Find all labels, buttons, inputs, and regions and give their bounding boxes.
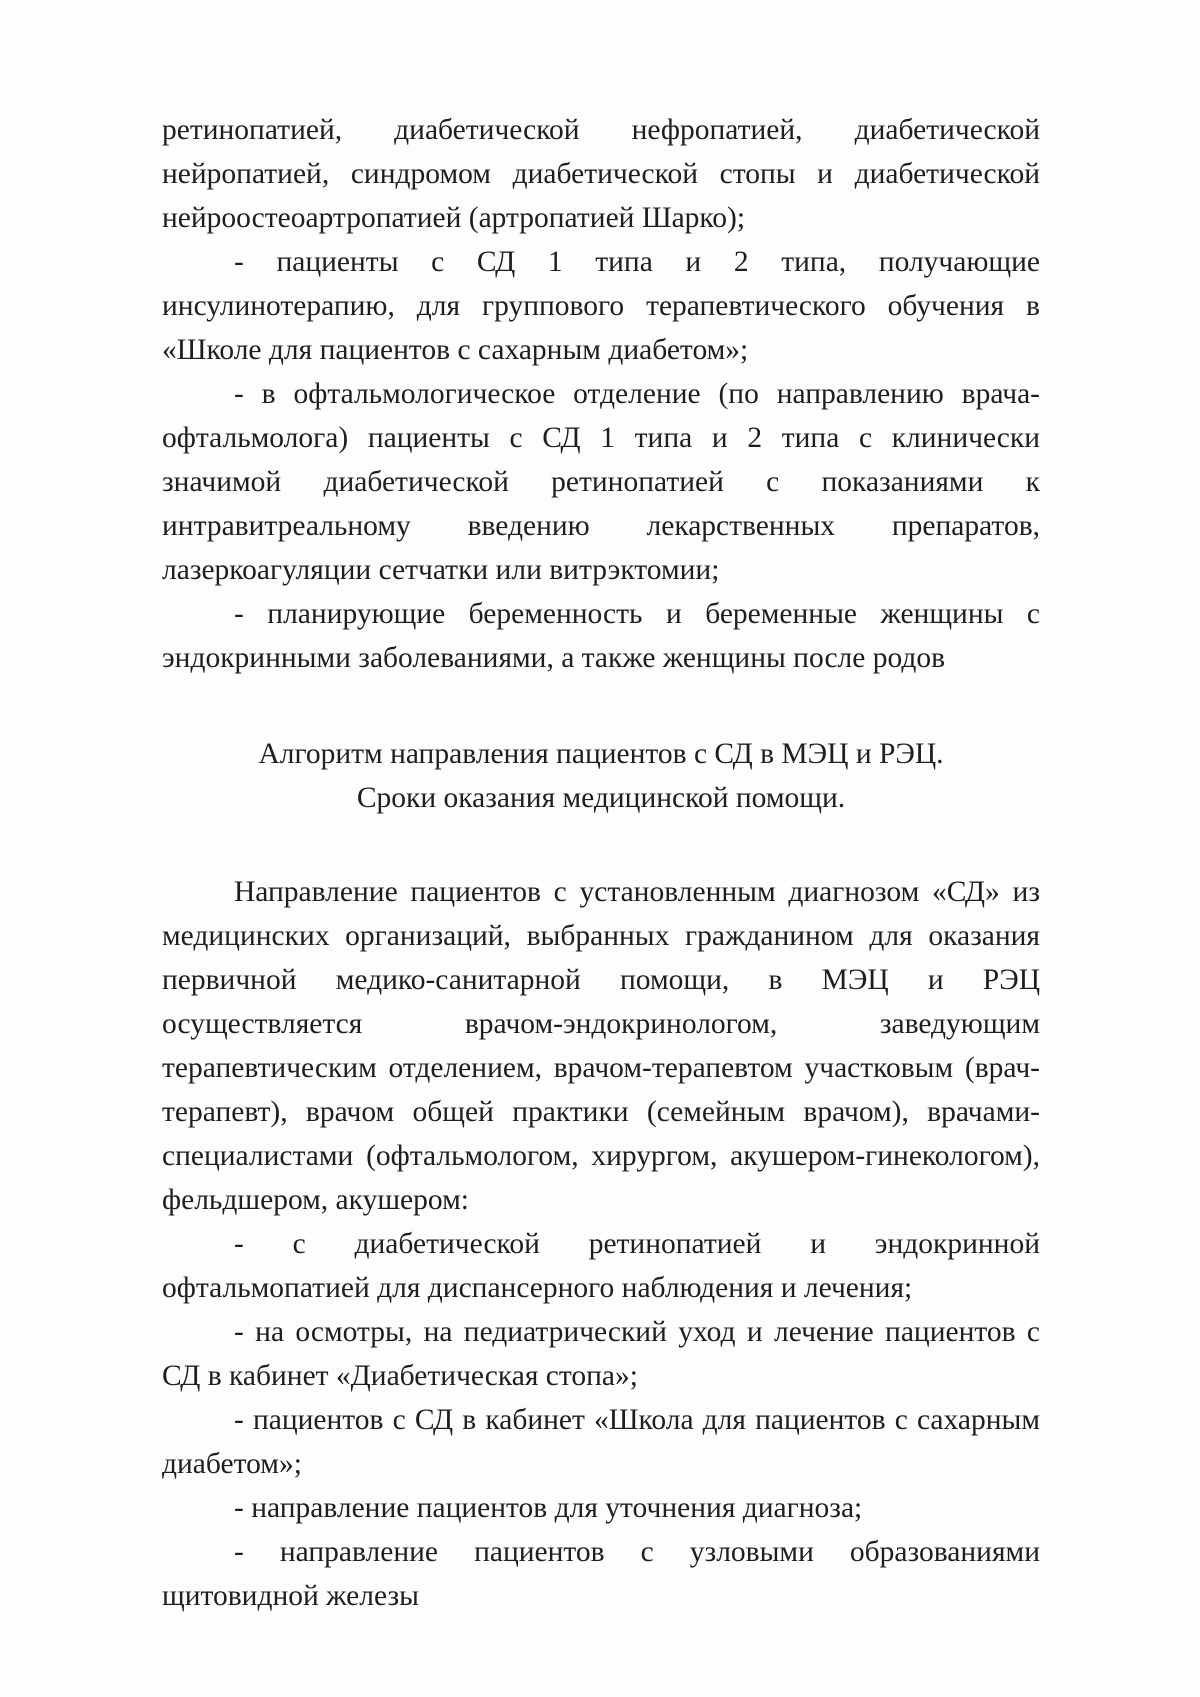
section-heading-line-1: Алгоритм направления пациентов с СД в МЭЦ и РЭЦ. bbox=[258, 738, 944, 770]
body-list-item-retinopathy: - с диабетической ретинопатией и эндокринной офтальмопатией для диспансерного наблюдения и лечения; bbox=[162, 1228, 1040, 1304]
body-paragraph-referral: Направление пациентов с установленным диагнозом «СД» из медицинских организаций, выбранных гражданином для оказания первичной медико-санитарной помощи, в МЭЦ и РЭЦ осуществляется врачом-эндокринологом, заведующим терапевтическим отделением, врачом-терапевтом участковым (врач-терапевт), врачом общей практики (семейным врачом), врачами-специалистами (офтальмологом, хирургом, акушером-гинекологом), фельдшером, акушером: bbox=[162, 876, 1040, 1216]
intro-paragraph-continuation: ретинопатией, диабетической нефропатией, диабетической нейропатией, синдромом диабетической стопы и диабетической нейроостеоартропатией (артропатией Шарко); bbox=[162, 114, 1040, 234]
body-list-item-diabetic-foot: - на осмотры, на педиатрический уход и лечение пациентов с СД в кабинет «Диабетическая стопа»; bbox=[162, 1316, 1040, 1392]
intro-list-item-pregnancy: - планирующие беременность и беременные женщины с эндокринными заболеваниями, а также женщины после родов bbox=[162, 598, 1040, 674]
section-heading-line-2: Сроки оказания медицинской помощи. bbox=[356, 782, 846, 814]
intro-list-item-insulin: - пациенты с СД 1 типа и 2 типа, получающие инсулинотерапию, для группового терапевтического обучения в «Школе для пациентов с сахарным диабетом»; bbox=[162, 246, 1040, 366]
body-list-item-school: - пациентов с СД в кабинет «Школа для пациентов с сахарным диабетом»; bbox=[162, 1404, 1040, 1480]
body-list-item-thyroid: - направление пациентов с узловыми образованиями щитовидной железы bbox=[162, 1536, 1040, 1612]
body-list-item-diagnosis: - направление пациентов для уточнения диагноза; bbox=[234, 1492, 863, 1524]
intro-list-item-ophthalmology: - в офтальмологическое отделение (по направлению врача-офтальмолога) пациенты с СД 1 типа и 2 типа с клинически значимой диабетической ретинопатией с показаниями к интравитреальному введению лекарственных препаратов, лазеркоагуляции сетчатки или витрэктомии; bbox=[162, 378, 1040, 586]
section-heading bbox=[162, 732, 1040, 820]
